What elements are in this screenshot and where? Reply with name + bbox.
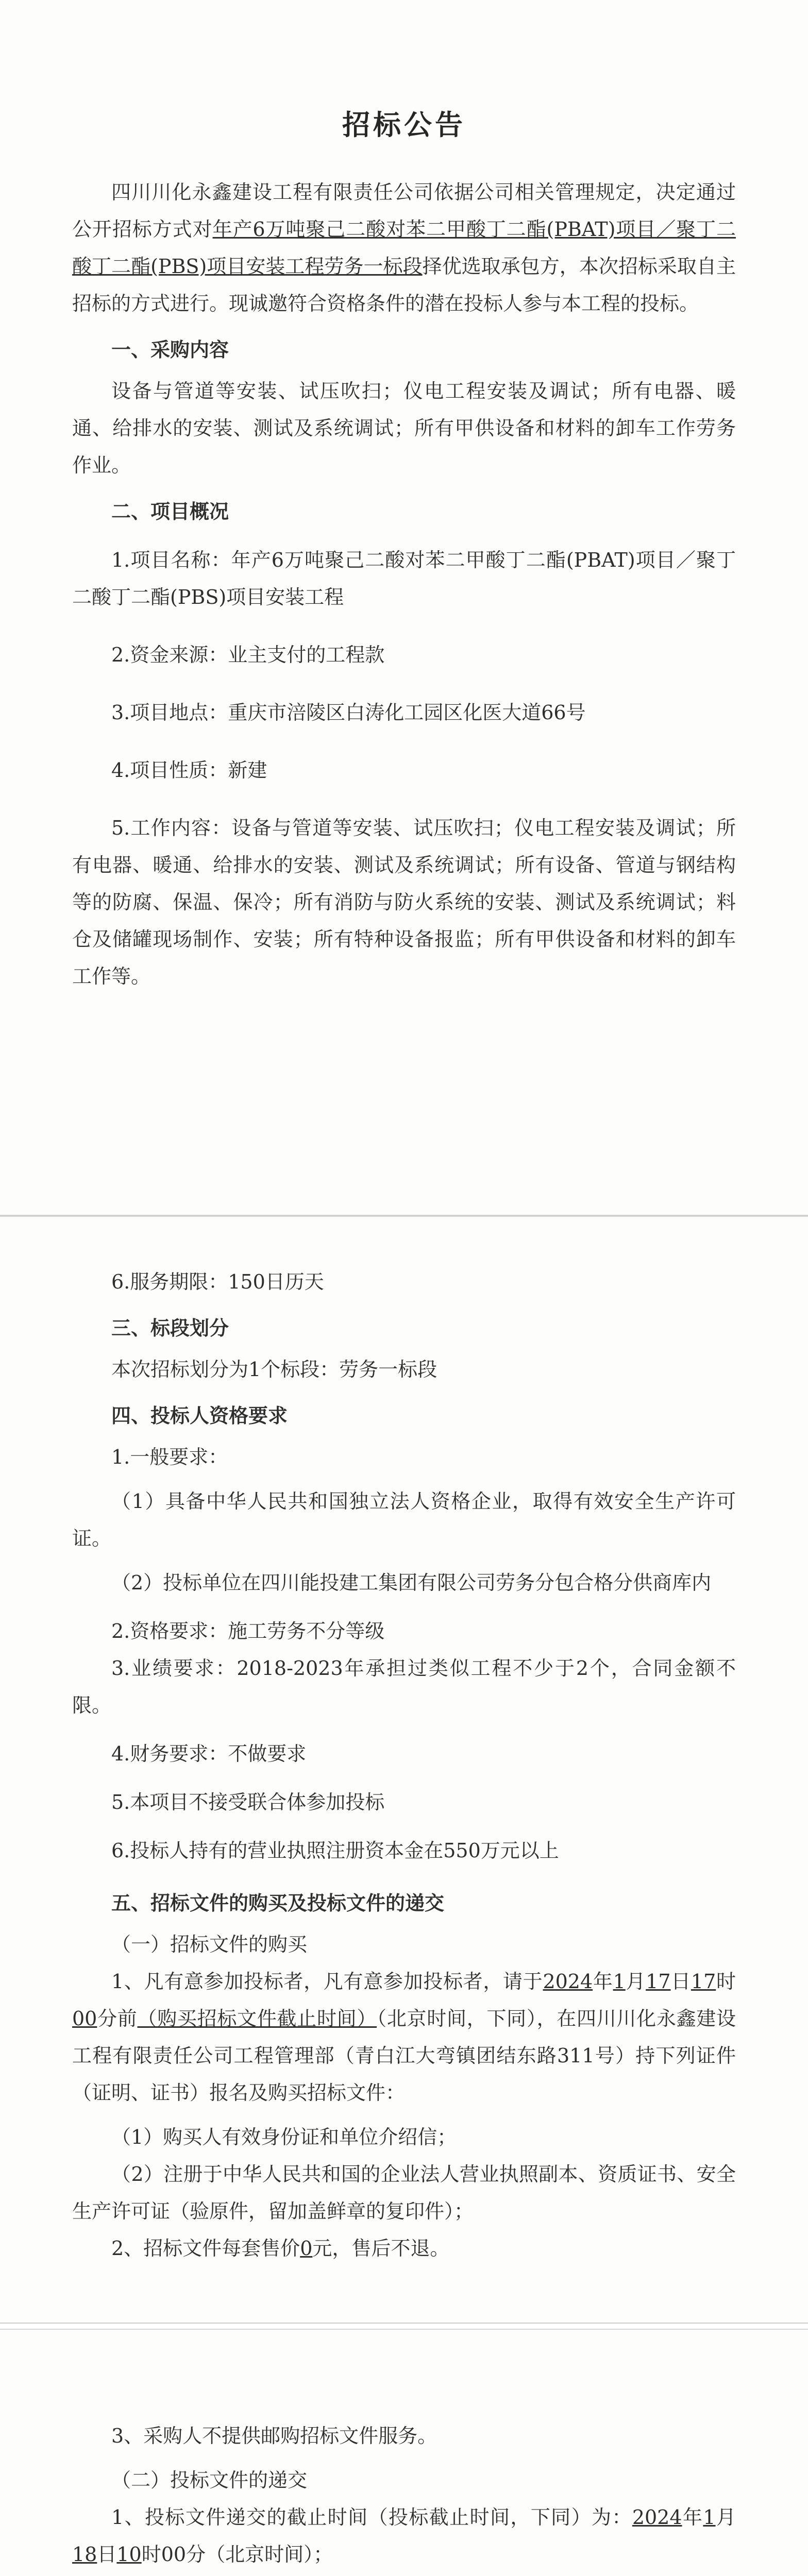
- purchase-hour: 17: [691, 1970, 716, 1993]
- requirement-g1: （1）具备中华人民共和国独立法人资格企业，取得有效安全生产许可证。: [72, 1490, 736, 1550]
- purchase-text-pre: 1、凡有意参加投标者，凡有意参加投标者，请于: [111, 1970, 543, 1993]
- requirement-6: 6.投标人持有的营业执照注册资本金在550万元以上: [111, 1839, 559, 1862]
- purchase-minute: 00: [72, 2007, 97, 2030]
- requirement-g2: （2）投标单位在四川能投建工集团有限公司劳务分包合格分供商库内: [111, 1571, 712, 1594]
- page-3: [0, 2329, 808, 2576]
- purchase-text-post: （北京时间，下同），在四川川化永鑫建设工程有限责任公司工程管理部（青白江大弯镇团结东路311号）持下列证件（证明、证书）报名及购买招标文件：: [72, 2007, 736, 2104]
- no-mail-order: 3、采购人不提供邮购招标文件服务。: [111, 2425, 437, 2447]
- page-1-content: [72, 103, 736, 1015]
- submission-month: 1: [703, 2506, 716, 2529]
- service-period: 6.服务期限：150日历天: [111, 1270, 324, 1293]
- requirement-4: 4.财务要求：不做要求: [111, 1742, 307, 1765]
- price-value: 0: [300, 2237, 313, 2260]
- requirement-2: 2.资格要求：施工劳务不分等级: [111, 1620, 385, 1642]
- general-requirements: 1.一般要求：: [111, 1446, 228, 1468]
- section-5-title: 五、招标文件的购买及投标文件的递交: [111, 1891, 445, 1914]
- page-2: [0, 1216, 808, 2324]
- purchase-paragraph: 1、凡有意参加投标者，凡有意参加投标者，请于2024年1月17日17时00分前（购买招标文件截止时间）（北京时间，下同），在四川川化永鑫建设工程有限责任公司工程管理部（青白江大弯镇团结东路311号）持下列证件（证明、证书）报名及购买招标文件：: [72, 1970, 736, 2104]
- intro-project-name: 年产6万吨聚己二酸对苯二甲酸丁二酯(PBAT)项目／聚丁二酸丁二酯(PBS)项目安装工程劳务一标段: [72, 218, 736, 278]
- page-1: [0, 0, 808, 1216]
- page-3-content: [72, 2417, 736, 2576]
- section-4-title: 四、投标人资格要求: [111, 1404, 288, 1427]
- notice-title: 招标公告: [342, 108, 466, 141]
- section-2-title: 二、项目概况: [111, 500, 229, 523]
- intro-paragraph: [72, 174, 736, 322]
- submission-day: 18: [72, 2543, 97, 2566]
- project-item-3: 3.项目地点：重庆市涪陵区白涛化工园区化医大道66号: [111, 701, 586, 724]
- intro-text-1: 四川川化永鑫建设工程有限责任公司依据公司相关管理规定，决定通过公开招标方式对: [72, 181, 736, 241]
- price-text-post: 元，售后不退。: [312, 2237, 450, 2260]
- project-item-4: 4.项目性质：新建: [111, 759, 267, 782]
- project-item-1: 1.项目名称：年产6万吨聚己二酸对苯二甲酸丁二酯(PBAT)项目／聚丁二酸丁二酯(PBS)项目安装工程: [72, 549, 736, 608]
- section-1-title: 一、采购内容: [111, 338, 229, 361]
- section-3-body: 本次招标划分为1个标段：劳务一标段: [111, 1358, 437, 1381]
- price-paragraph: [72, 2230, 736, 2267]
- purchase-deadline-note: （购买招标文件截止时间）: [137, 2007, 377, 2030]
- submission-year: 2024: [632, 2506, 682, 2529]
- requirement-3: 3.业绩要求：2018-2023年承担过类似工程不少于2个，合同金额不限。: [72, 1657, 736, 1717]
- project-item-2: 2.资金来源：业主支付的工程款: [111, 643, 385, 666]
- purchase-month: 1: [613, 1970, 626, 1993]
- subsection-submission: （二）投标文件的递交: [111, 2469, 308, 2492]
- project-item-5: 5.工作内容：设备与管道等安装、试压吹扫；仪电工程安装及调试；所有电器、暖通、给排水的安装、测试及系统调试；所有设备、管道与钢结构等的防腐、保温、保冷；所有消防与防火系统的安装、测试及系统调试；料仓及储罐现场制作、安装；所有特种设备报监；所有甲供设备和材料的卸车工作等。: [72, 817, 736, 988]
- section-3-title: 三、标段划分: [111, 1316, 229, 1340]
- certificate-1: （1）购买人有效身份证和单位介绍信；: [111, 2126, 457, 2148]
- price-text-pre: 2、招标文件每套售价: [111, 2237, 300, 2260]
- submission-text-pre: 1、投标文件递交的截止时间（投标截止时间，下同）为：: [111, 2506, 632, 2529]
- submission-text-post: 时00分（北京时间）；: [141, 2543, 333, 2566]
- submission-hour: 10: [116, 2543, 142, 2566]
- intro-text-2: 择优选取承包方，本次招标采取自主招标的方式进行。现诚邀符合资格条件的潜在投标人参与本工程的投标。: [72, 255, 736, 315]
- requirement-5: 5.本项目不接受联合体参加投标: [111, 1791, 385, 1814]
- section-1-body: 设备与管道等安装、试压吹扫；仪电工程安装及调试；所有电器、暖通、给排水的安装、测试及系统调试；所有甲供设备和材料的卸车工作劳务作业。: [72, 380, 736, 477]
- subsection-purchase: （一）招标文件的购买: [111, 1933, 308, 1956]
- purchase-day: 17: [646, 1970, 671, 1993]
- page-2-content: [72, 1263, 736, 2267]
- submission-deadline: 1、投标文件递交的截止时间（投标截止时间，下同）为：2024年1月18日10时00分（北京时间）；: [72, 2506, 736, 2566]
- certificate-2: （2）注册于中华人民共和国的企业法人营业执照副本、资质证书、安全生产许可证（验原件，留加盖鲜章的复印件）；: [72, 2163, 736, 2223]
- purchase-year: 2024: [543, 1970, 593, 1993]
